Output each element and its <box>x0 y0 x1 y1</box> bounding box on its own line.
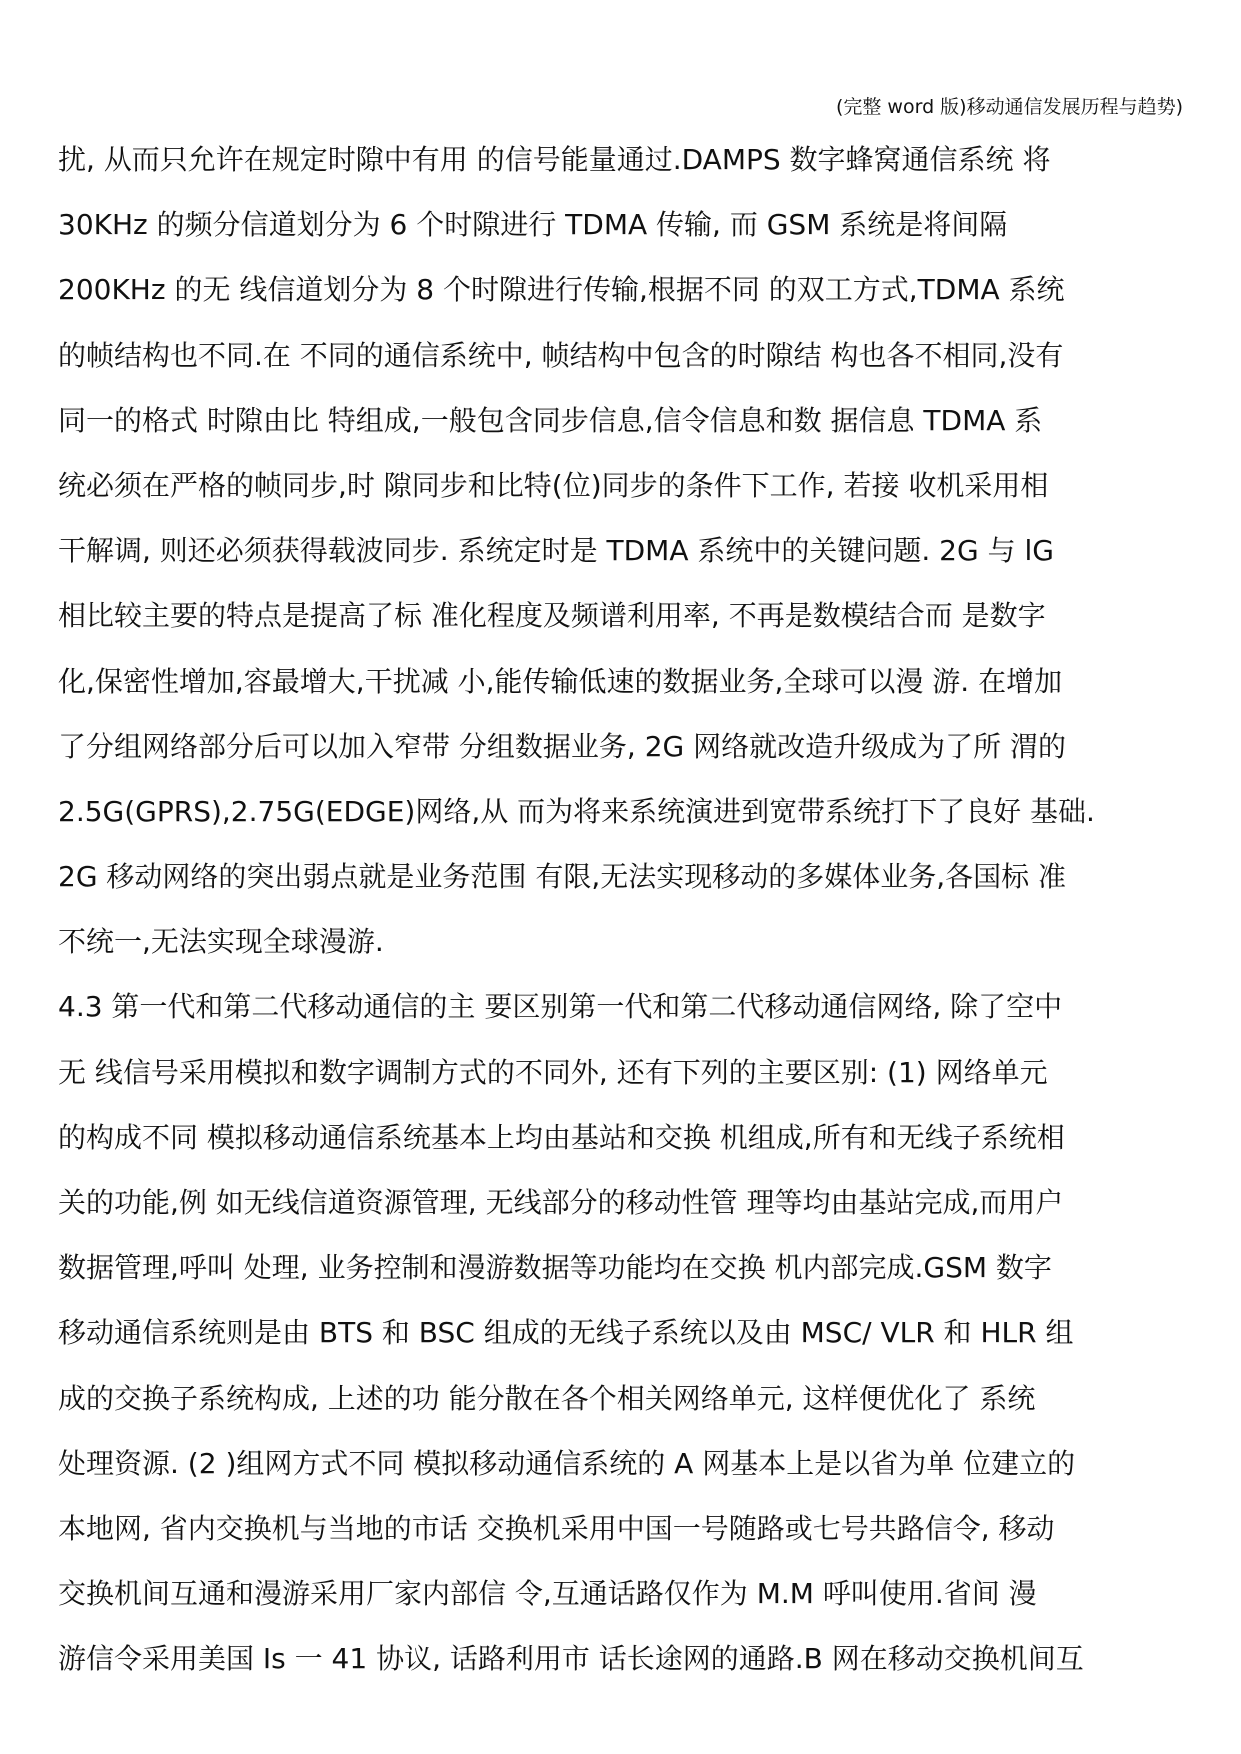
text-line: 交换机间互通和漫游采用厂家内部信 令,互通话路仅作为 M.M 呼叫使用.省间 漫 <box>58 1577 1037 1611</box>
text-line: 扰, 从而只允许在规定时隙中有用 的信号能量通过.DAMPS 数字蜂窝通信系统 将 <box>58 143 1051 176</box>
text-line: 处理资源. (2 )组网方式不同 模拟移动通信系统的 A 网基本上是以省为单 位建立的 <box>58 1446 1076 1480</box>
text-line: 成的交换子系统构成, 上述的功 能分散在各个相关网络单元, 这样便优化了 系统 <box>58 1381 1036 1415</box>
text-line: 2G 移动网络的突出弱点就是业务范围 有限,无法实现移动的多媒体业务,各国标 准 <box>58 860 1067 894</box>
text-line: 同一的格式 时隙由比 特组成,一般包含同步信息,信令信息和数 据信息 TDMA 系 <box>58 403 1043 437</box>
text-line: 4.3 第一代和第二代移动通信的主 要区别第一代和第二代移动通信网络, 除了空中 <box>58 990 1063 1024</box>
text-line: 2.5G(GPRS),2.75G(EDGE)网络,从 而为将来系统演进到宽带系统打下了良好 基础. <box>58 794 1095 828</box>
text-line: 关的功能,例 如无线信道资源管理, 无线部分的移动性管 理等均由基站完成,而用户 <box>58 1186 1064 1219</box>
text-line: 200KHz 的无 线信道划分为 8 个时隙进行传输,根据不同 的双工方式,TDMA 系统 <box>58 273 1065 307</box>
text-line: 本地网, 省内交换机与当地的市话 交换机采用中国一号随路或七号共路信令, 移动 <box>58 1511 1055 1545</box>
text-line: 的构成不同 模拟移动通信系统基本上均由基站和交换 机组成,所有和无线子系统相 <box>58 1120 1065 1154</box>
text-line: 化,保密性增加,容最增大,干扰减 小,能传输低速的数据业务,全球可以漫 游. 在增加 <box>58 664 1063 698</box>
page-header-title: (完整 word 版)移动通信发展历程与趋势) <box>835 96 1183 118</box>
text-line: 了分组网络部分后可以加入窄带 分组数据业务, 2G 网络就改造升级成为了所 渭的 <box>58 729 1067 763</box>
body-text <box>58 136 1186 1701</box>
text-line: 干解调, 则还必须获得载波同步. 系统定时是 TDMA 系统中的关键问题. 2G 与 lG <box>58 534 1054 568</box>
text-line: 统必须在严格的帧同步,时 隙同步和比特(位)同步的条件下工作, 若接 收机采用相 <box>58 468 1049 502</box>
text-line: 不统一,无法实现全球漫游. <box>58 925 384 959</box>
text-line: 30KHz 的频分信道划分为 6 个时隙进行 TDMA 传输, 而 GSM 系统是将间隔 <box>58 208 1008 242</box>
text-line: 无 线信号采用模拟和数字调制方式的不同外, 还有下列的主要区别: (1) 网络单元 <box>58 1055 1048 1089</box>
text-line: 游信令采用美国 Is 一 41 协议, 话路利用市 话长途网的通路.B 网在移动交换机间互 <box>58 1642 1084 1676</box>
text-line: 的帧结构也不同.在 不同的通信系统中, 帧结构中包含的时隙结 构也各不相同,没有 <box>58 338 1064 372</box>
text-line: 移动通信系统则是由 BTS 和 BSC 组成的无线子系统以及由 MSC/ VLR 和 HLR 组 <box>58 1316 1074 1350</box>
text-line: 相比较主要的特点是提高了标 准化程度及频谱利用率, 不再是数模结合而 是数字 <box>58 599 1046 633</box>
text-line: 数据管理,呼叫 处理, 业务控制和漫游数据等功能均在交换 机内部完成.GSM 数字 <box>58 1251 1052 1285</box>
